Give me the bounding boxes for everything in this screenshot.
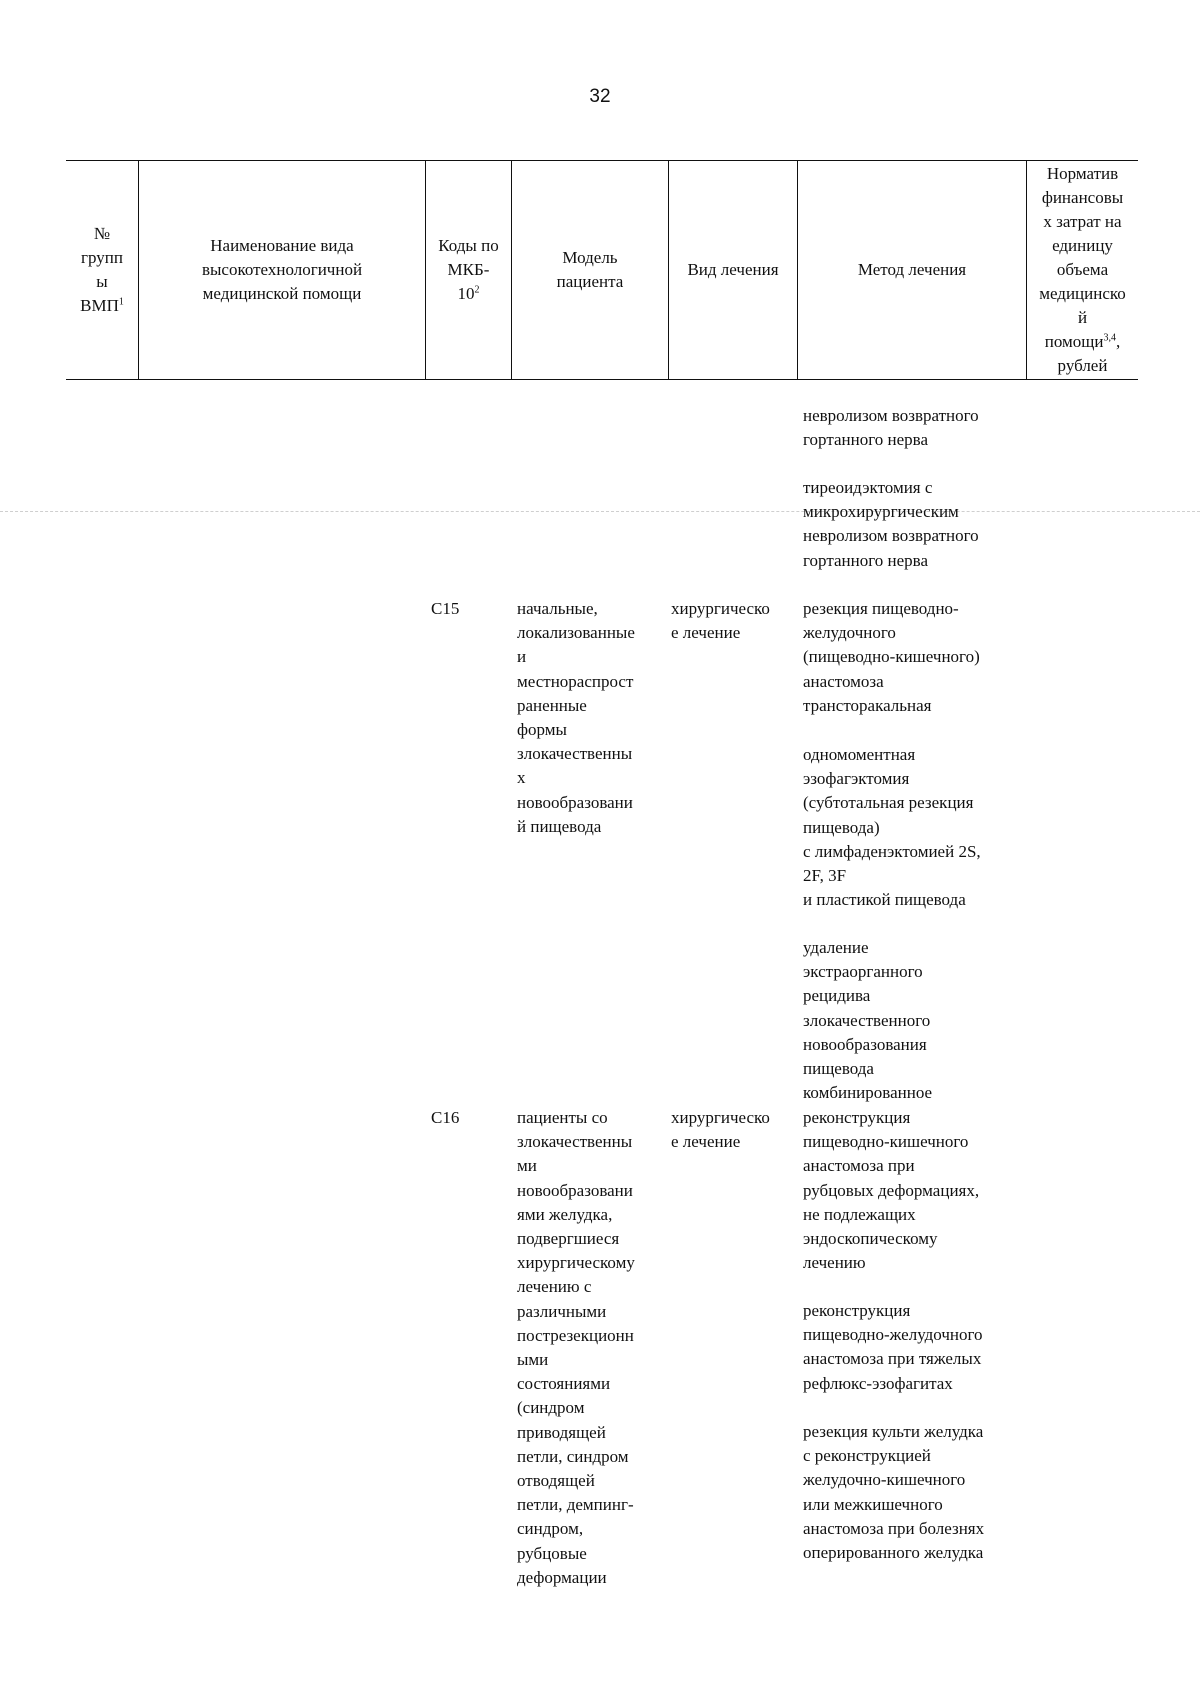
header-treatment-method-text: Метод лечения [857, 260, 967, 279]
row-code: C15 [431, 599, 460, 618]
row-method: реконструкция пищеводно-кишечного анастомоза при рубцовых деформациях, не подлежащих эндоскопическому лечению [803, 1108, 980, 1273]
row-method: резекция культи желудка с реконструкцией желудочно-кишечного или межкишечного анастомоза при болезнях оперированного желудка [803, 1422, 985, 1563]
row-method: одномоментная эзофагэктомия (субтотальная резекция пищевода) с лимфаденэктомией 2S, 2F, 3F и пластикой пищевода [803, 745, 981, 910]
header-care-type-name-text: Наименование вида высокотехнологичной медицинской помощи [201, 236, 363, 303]
row-patient-model: пациенты со злокачественны ми новообразовани ями желудка, подвергшиеся хирургическому лечению с различными пострезекционн ыми состояниями (синдром приводящей петли, синдром отводящей петли, демпинг- синдром, рубцовые деформации [517, 1108, 635, 1587]
footnote-ref: 2 [474, 284, 480, 296]
header-cost-norm-text: Норматив финансовы х затрат на единицу объема медицинско й помощи [1039, 164, 1126, 351]
header-care-type-name [138, 161, 425, 379]
header-patient-model [511, 161, 668, 379]
method-continued-1: невролизом возвратного гортанного нерва [803, 406, 979, 450]
header-cost-norm [1026, 161, 1138, 379]
header-group-number-text: № групп ы ВМП [80, 224, 123, 315]
page-number: 32 [589, 86, 611, 107]
header-treatment-type-text: Вид лечения [687, 260, 779, 279]
header-treatment-type [668, 161, 797, 379]
footnote-ref: 3,4 [1103, 332, 1116, 344]
row-method: резекция пищеводно- желудочного (пищеводно-кишечного) анастомоза трансторакальная [803, 599, 980, 715]
row-method: реконструкция пищеводно-желудочного анастомоза при тяжелых рефлюкс-эзофагитах [803, 1301, 983, 1393]
row-code: C16 [431, 1108, 460, 1127]
header-treatment-method [797, 161, 1026, 379]
row-treatment-type: хирургическо е лечение [671, 1108, 770, 1152]
header-patient-model-text: Модель пациента [556, 248, 624, 291]
row-patient-model: начальные, локализованные и местнораспрост раненные формы злокачественны х новообразовани й пищевода [517, 599, 635, 836]
header-icd-codes-text: Коды по МКБ- 10 [438, 236, 499, 303]
header-icd-codes [425, 161, 511, 379]
table-header [66, 160, 1138, 380]
header-group-number [66, 161, 138, 379]
row-method: удаление экстраорганного рецидива злокачественного новообразования пищевода комбинированное [803, 938, 933, 1103]
row-treatment-type: хирургическо е лечение [671, 599, 770, 643]
footnote-ref: 1 [118, 296, 124, 308]
header-cost-norm-unit: , рублей [1057, 332, 1121, 375]
method-continued-2: тиреоидэктомия с микрохирургическим невролизом возвратного гортанного нерва [803, 478, 979, 570]
